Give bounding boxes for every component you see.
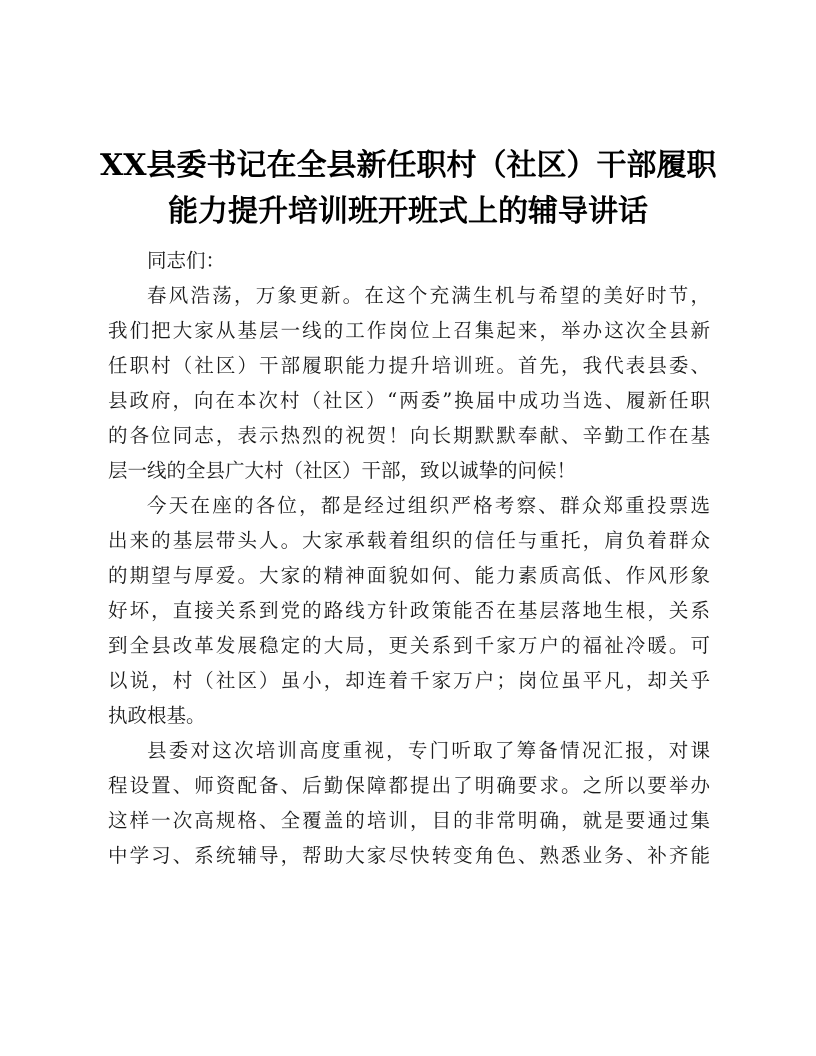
- title-line: XX县委书记在全县新任职村（社区）干部履职: [100, 148, 717, 183]
- document-body: [108, 243, 710, 873]
- text-line: 的期望与厚爱。大家的精神面貌如何、能力素质高低、作风形象: [108, 564, 710, 587]
- text-line: 以说，村（社区）虽小，却连着千家万户；岗位虽平凡，却关乎: [108, 669, 710, 692]
- body-paragraph: [108, 733, 710, 873]
- text-line: 执政根基。: [108, 704, 206, 727]
- text-line: 出来的基层带头人。大家承载着组织的信任与重托，肩负着群众: [108, 529, 710, 552]
- text-line: 程设置、师资配备、后勤保障都提出了明确要求。之所以要举办: [108, 774, 710, 797]
- body-paragraph: [108, 278, 710, 488]
- text-line: 县委对这次培训高度重视，专门听取了筹备情况汇报，对课: [147, 739, 710, 762]
- title-line: 能力提升培训班开班式上的辅导讲话: [168, 194, 648, 229]
- text-line: 到全县改革发展稳定的大局，更关系到千家万户的福祉冷暖。可: [108, 634, 710, 657]
- text-line: 好坏，直接关系到党的路线方针政策能否在基层落地生根，关系: [108, 599, 710, 622]
- text-line: 今天在座的各位，都是经过组织严格考察、群众郑重投票选: [147, 494, 710, 517]
- text-line: 春风浩荡，万象更新。在这个充满生机与希望的美好时节，: [147, 284, 710, 307]
- text-line: 的各位同志，表示热烈的祝贺！向长期默默奉献、辛勤工作在基: [108, 424, 710, 447]
- text-line: 任职村（社区）干部履职能力提升培训班。首先，我代表县委、: [108, 354, 710, 377]
- text-line: 同志们：: [147, 249, 226, 272]
- text-line: 这样一次高规格、全覆盖的培训，目的非常明确，就是要通过集: [108, 809, 710, 832]
- text-line: 中学习、系统辅导，帮助大家尽快转变角色、熟悉业务、补齐能: [108, 844, 710, 867]
- text-line: 层一线的全县广大村（社区）干部，致以诚挚的问候！: [108, 459, 577, 482]
- salutation-paragraph: [108, 243, 710, 278]
- document-title: [100, 143, 716, 235]
- text-line: 我们把大家从基层一线的工作岗位上召集起来，举办这次全县新: [108, 319, 710, 342]
- body-paragraph: [108, 488, 710, 733]
- text-line: 县政府，向在本次村（社区）“两委”换届中成功当选、履新任职: [108, 389, 710, 412]
